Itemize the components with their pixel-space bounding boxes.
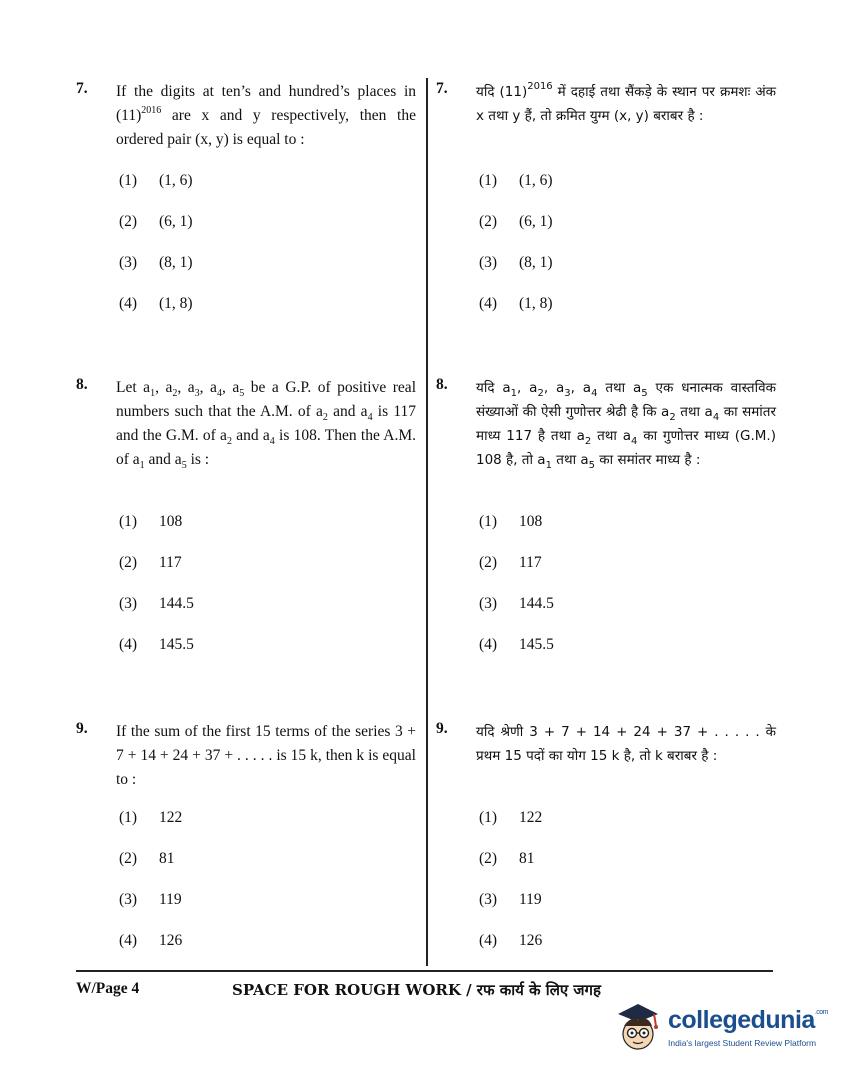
option-3: (3) 119 [479, 891, 542, 908]
option-3: (3) 144.5 [479, 595, 554, 612]
option-2: (2) 117 [119, 554, 182, 571]
brand-tagline: India's largest Student Review Platform [668, 1038, 817, 1048]
option-3: (3) 144.5 [119, 595, 194, 612]
option-4: (4) 145.5 [479, 636, 554, 653]
option-2: (2) (6, 1) [119, 213, 193, 230]
option-3: (3) (8, 1) [479, 254, 553, 271]
page-label: W/Page 4 [76, 980, 140, 997]
collegedunia-watermark [612, 1000, 828, 1060]
option-1: (1) 108 [119, 513, 183, 530]
option-4: (4) 126 [119, 932, 183, 949]
option-1: (1) 108 [479, 513, 543, 530]
footer-rule [76, 970, 773, 972]
question-text: यदि $a_1$, $a_2$, $a_3$, $a_4$ तथा $a_5$ एक धनात्मक वास्तविक संख्याओं की ऐसी गुणोत्तर श्रेढी है कि $a_2$ तथा $a_4$ का समांतर माध्य 117 है तथा $a_2$ तथा $a_4$ का गुणोत्तर माध्य (G.M.) 108 है, तो $a_1$ तथा $a_5$ का समांतर माध्य है : [476, 380, 776, 471]
brand-name: collegedunia$^{.com}$ [668, 1006, 828, 1034]
question-text: Let $a_1$, $a_2$, $a_3$, $a_4$, $a_5$ be a G.P. of positive real numbers such that the A.M. of $a_2$ and $a_4$ is 117 and the G.M. of $a_2$ and $a_4$ is 108. Then the A.M. of $a_1$ and $a_5$ is : [116, 379, 417, 471]
question-text: If the digits at ten’s and hundred’s places in $(11)^{2016}$ are x and y respectively, then the ordered pair (x, y) is equal to : [116, 83, 416, 148]
option-4: (4) 126 [479, 932, 543, 949]
question-number: 7. [436, 80, 448, 97]
option-2: (2) 81 [119, 850, 175, 867]
question-number: 7. [76, 80, 88, 97]
option-4: (4) (1, 8) [479, 295, 553, 312]
option-4: (4) (1, 8) [119, 295, 193, 312]
option-3: (3) (8, 1) [119, 254, 193, 271]
option-1: (1) (1, 6) [479, 172, 553, 189]
column-divider [426, 78, 428, 966]
option-1: (1) (1, 6) [119, 172, 193, 189]
option-2: (2) 81 [479, 850, 535, 867]
question-number: 8. [436, 376, 448, 393]
option-3: (3) 119 [119, 891, 182, 908]
question-number: 9. [436, 720, 448, 737]
option-1: (1) 122 [479, 809, 543, 826]
question-number: 8. [76, 376, 88, 393]
student-mascot-icon [612, 1000, 664, 1056]
option-2: (2) 117 [479, 554, 542, 571]
question-number: 9. [76, 720, 88, 737]
question-text: यदि $(11)^{2016}$ में दहाई तथा सैंकड़े के स्थान पर क्रमशः अंक x तथा y हैं, तो क्रमित युग्म (x, y) बराबर है : [476, 81, 777, 124]
option-1: (1) 122 [119, 809, 183, 826]
option-4: (4) 145.5 [119, 636, 194, 653]
rough-work-label: SPACE FOR ROUGH WORK / रफ कार्य के लिए जगह [232, 981, 601, 999]
option-2: (2) (6, 1) [479, 213, 553, 230]
question-text: If the sum of the first 15 terms of the series 3 + 7 + 14 + 24 + 37 + . . . . . is 15 k, then k is equal to : [116, 723, 416, 788]
question-text: यदि श्रेणी 3 + 7 + 14 + 24 + 37 + . . . . . के प्रथम 15 पदों का योग 15 k है, तो k बराबर है : [476, 724, 776, 764]
